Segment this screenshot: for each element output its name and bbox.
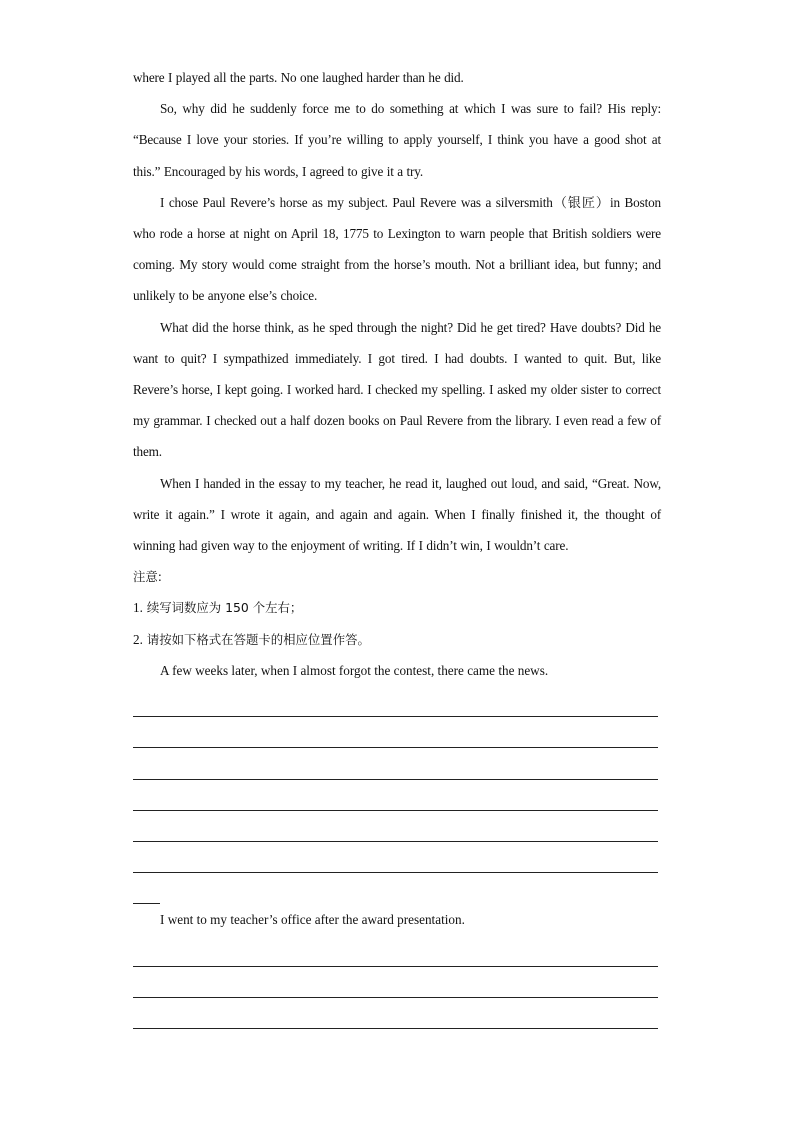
note-item-2-number: 2. — [133, 631, 143, 647]
writing-line-short[interactable] — [133, 873, 160, 904]
writing-line[interactable] — [133, 780, 658, 811]
story-paragraph-1: where I played all the parts. No one laughed harder than he did. — [133, 70, 464, 85]
note-item-1 — [133, 592, 661, 623]
note-item-1-text: 续写词数应为 150 个左右； — [146, 600, 303, 616]
story-paragraph-2: So, why did he suddenly force me to do something at which I was sure to fail? His reply: “Because I love your stories. If you’re willing to apply yourself, I think you have a good shot at this.” Encouraged by his words, I agreed to give it a try. — [133, 101, 661, 179]
notes-heading: 注意: — [133, 569, 162, 585]
writing-line[interactable] — [133, 936, 658, 967]
note-item-2 — [133, 624, 661, 655]
writing-lines-1 — [133, 686, 658, 904]
writing-line[interactable] — [133, 748, 658, 779]
continuation-lead-1: A few weeks later, when I almost forgot the contest, there came the news. — [160, 662, 549, 678]
writing-line[interactable] — [133, 967, 658, 998]
story-paragraph-3: I chose Paul Revere’s horse as my subject. Paul Revere was a silversmith（银匠）in Boston who rode a horse at night on April 18, 1775 to Lexington to warn people that British soldiers were coming. My story would come straight from the horse’s mouth. Not a brilliant idea, but funny; and unlikely to be anyone else’s choice. — [133, 194, 661, 304]
writing-lines-2 — [133, 936, 658, 1030]
writing-line[interactable] — [133, 686, 658, 717]
story-paragraph-4: What did the horse think, as he sped through the night? Did he get tired? Have doubts? Did he want to quit? I sympathized immediately. I got tired. I had doubts. I wanted to quit. But, like Revere’s horse, I kept going. I worked hard. I checked my spelling. I asked my older sister to correct my grammar. I checked out a half dozen books on Paul Revere from the library. I even read a few of them. — [133, 319, 661, 460]
note-item-2-text: 请按如下格式在答题卡的相应位置作答。 — [146, 631, 370, 647]
document-page — [133, 62, 661, 1029]
continuation-lead-2: I went to my teacher’s office after the award presentation. — [160, 912, 465, 928]
writing-line[interactable] — [133, 717, 658, 748]
note-item-1-number: 1. — [133, 600, 143, 616]
writing-line[interactable] — [133, 842, 658, 873]
writing-line[interactable] — [133, 998, 658, 1029]
story-paragraph-5: When I handed in the essay to my teacher, he read it, laughed out loud, and said, “Great. Now, write it again.” I wrote it again, and again and again. When I finally finished it, the thought of winning had given way to the enjoyment of writing. If I didn’t win, I wouldn’t care. — [133, 475, 661, 554]
writing-line[interactable] — [133, 811, 658, 842]
